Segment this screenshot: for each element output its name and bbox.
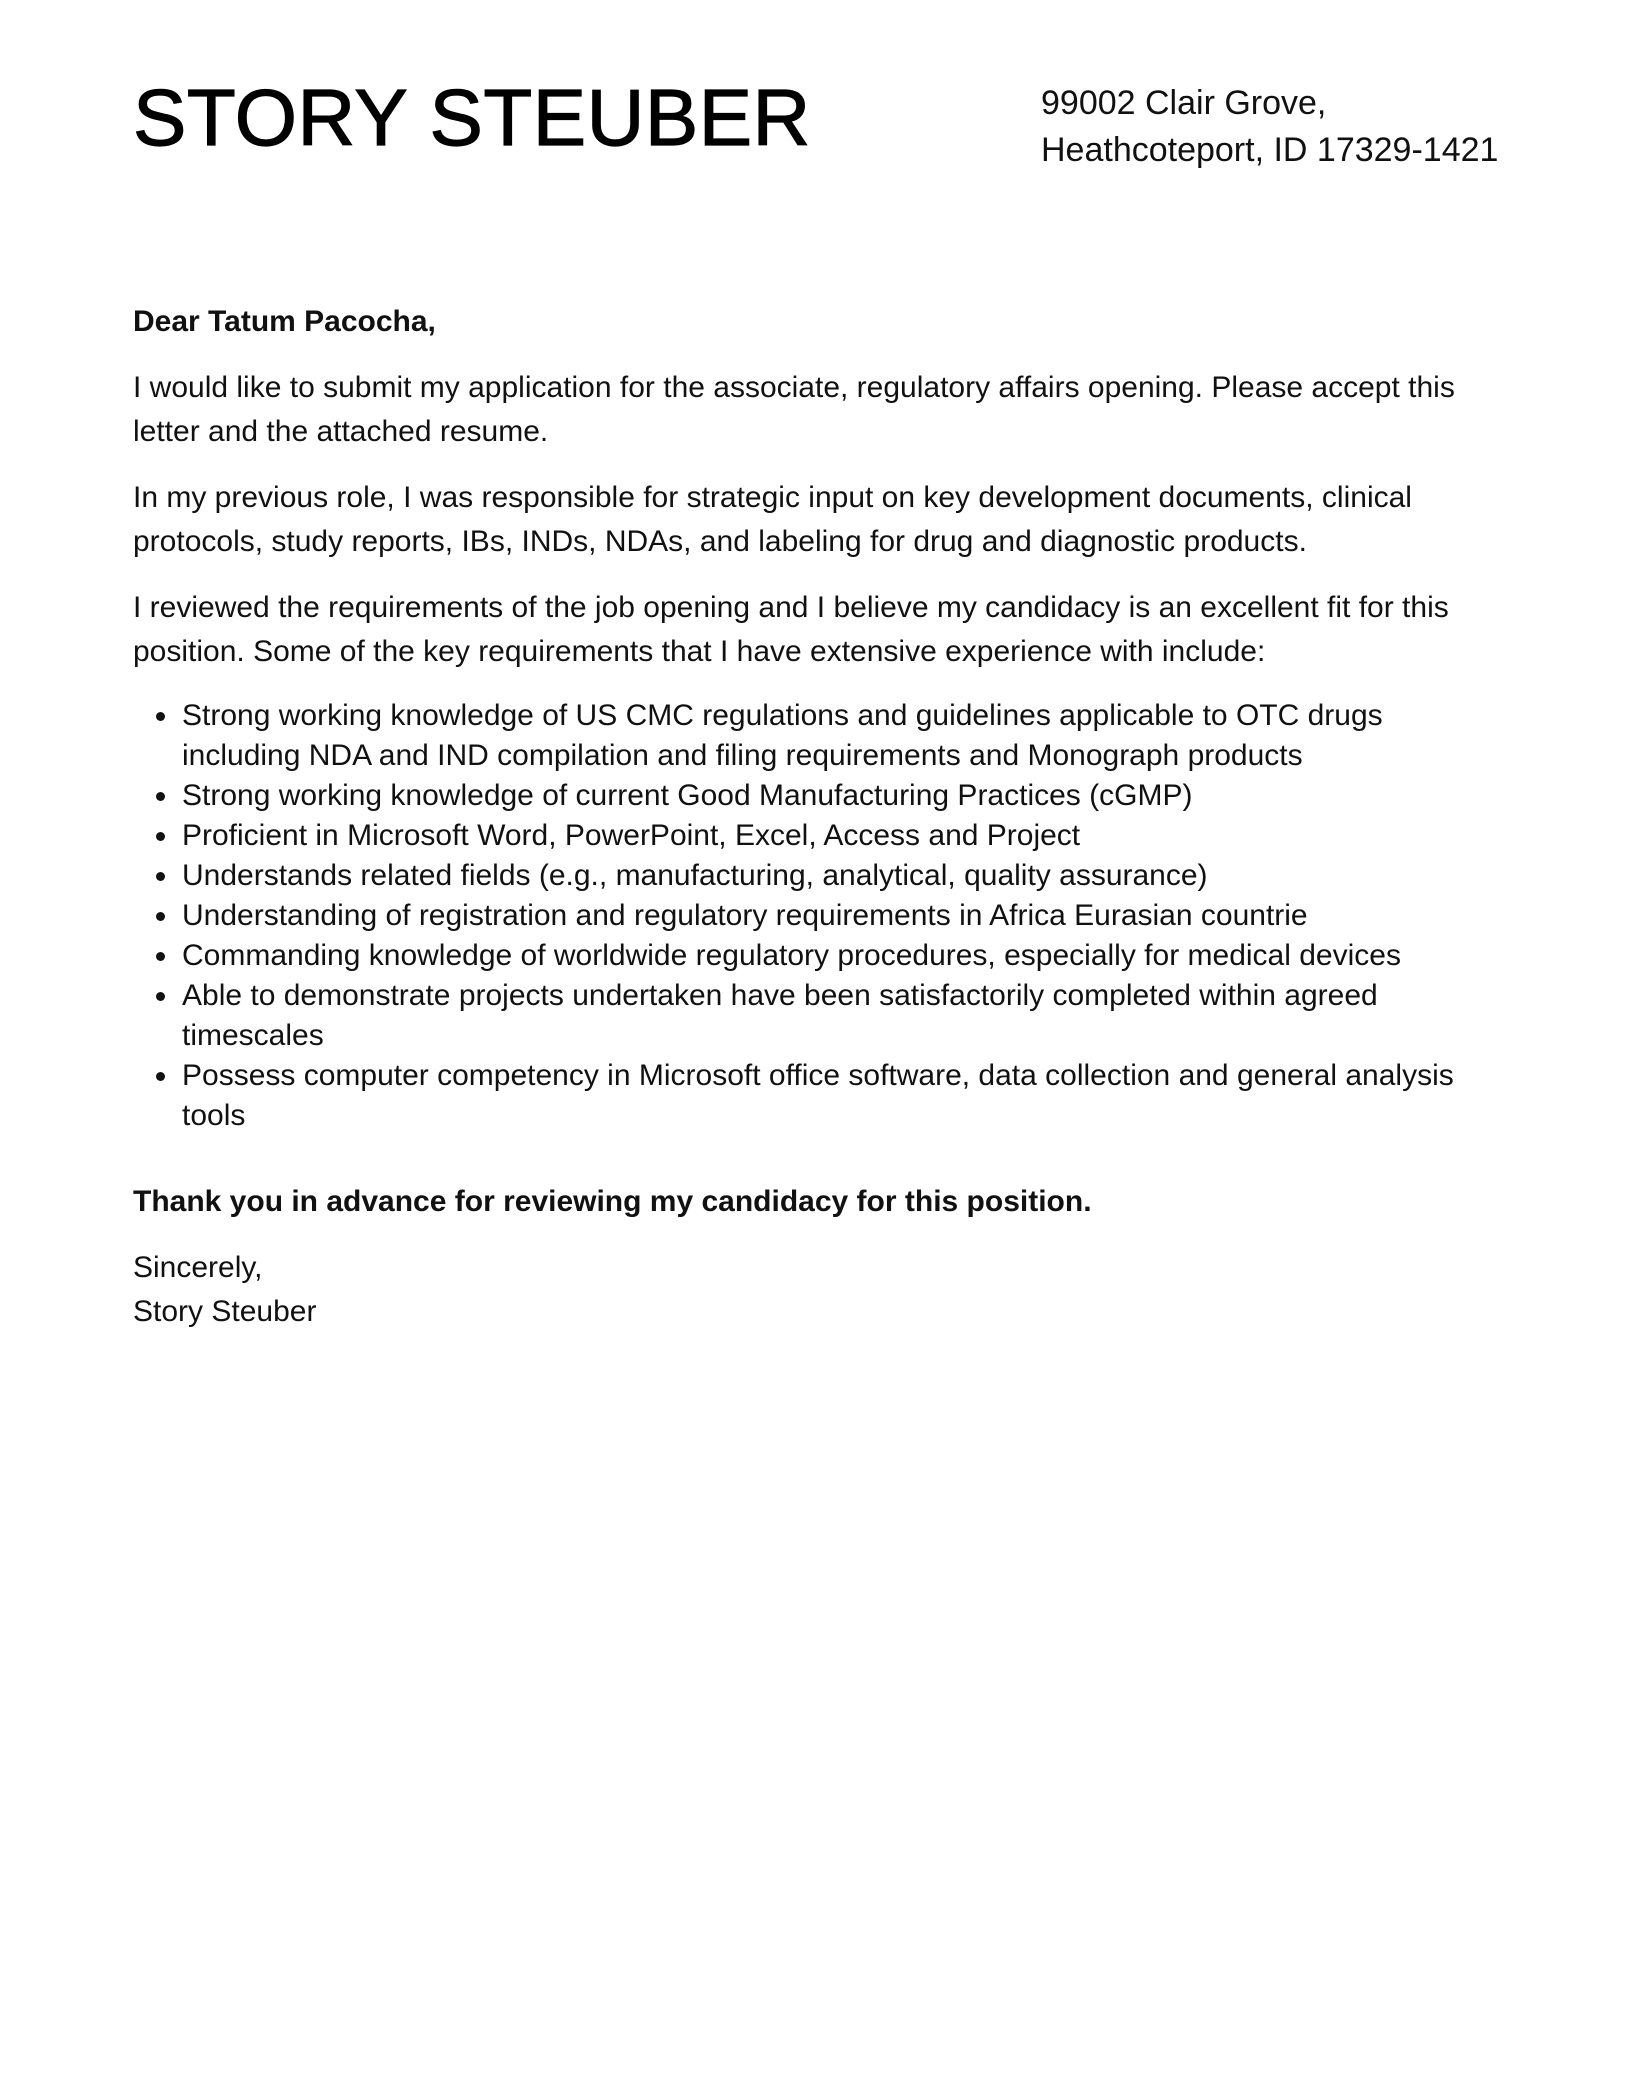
letter-body <box>133 300 1499 1334</box>
requirement-item: • Able to demonstrate projects undertaken have been satisfactorily completed within agreed timescales <box>180 976 1499 1056</box>
requirement-item: • Possess computer competency in Microsoft office software, data collection and general analysis tools <box>180 1056 1499 1136</box>
requirement-item: • Understanding of registration and regulatory requirements in Africa Eurasian countrie <box>180 896 1499 936</box>
paragraph-requirements-intro: I reviewed the requirements of the job opening and I believe my candidacy is an excellent fit for this position. Some of the key requirements that I have extensive experience with include: <box>133 591 1449 668</box>
letter-header <box>133 0 1499 300</box>
closing-statement: Thank you in advance for reviewing my candidacy for this position. <box>133 1185 1092 1218</box>
signature-name: Story Steuber <box>133 1295 317 1328</box>
requirement-item: • Commanding knowledge of worldwide regulatory procedures, especially for medical devices <box>180 936 1499 976</box>
requirements-list <box>133 696 1499 1136</box>
requirement-item: • Strong working knowledge of US CMC regulations and guidelines applicable to OTC drugs including NDA and IND compilation and filing requirements and Monograph products <box>180 696 1499 776</box>
applicant-address <box>1041 80 1521 174</box>
address-line-2: Heathcoteport, ID 17329-1421 <box>1041 131 1499 169</box>
requirement-item: • Strong working knowledge of current Good Manufacturing Practices (cGMP) <box>180 776 1499 816</box>
paragraph-intro: I would like to submit my application for the associate, regulatory affairs opening. Please accept this letter and the attached resume. <box>133 371 1455 448</box>
requirement-item: • Understands related fields (e.g., manufacturing, analytical, quality assurance) <box>180 856 1499 896</box>
applicant-name: STORY STEUBER <box>133 73 811 162</box>
address-line-1: 99002 Clair Grove, <box>1041 84 1327 122</box>
signoff: Sincerely, <box>133 1251 263 1284</box>
paragraph-previous-role: In my previous role, I was responsible for strategic input on key development documents, clinical protocols, study reports, IBs, INDs, NDAs, and labeling for drug and diagnostic products. <box>133 481 1412 558</box>
greeting: Dear Tatum Pacocha, <box>133 305 436 338</box>
requirement-item: • Proficient in Microsoft Word, PowerPoint, Excel, Access and Project <box>180 816 1499 856</box>
